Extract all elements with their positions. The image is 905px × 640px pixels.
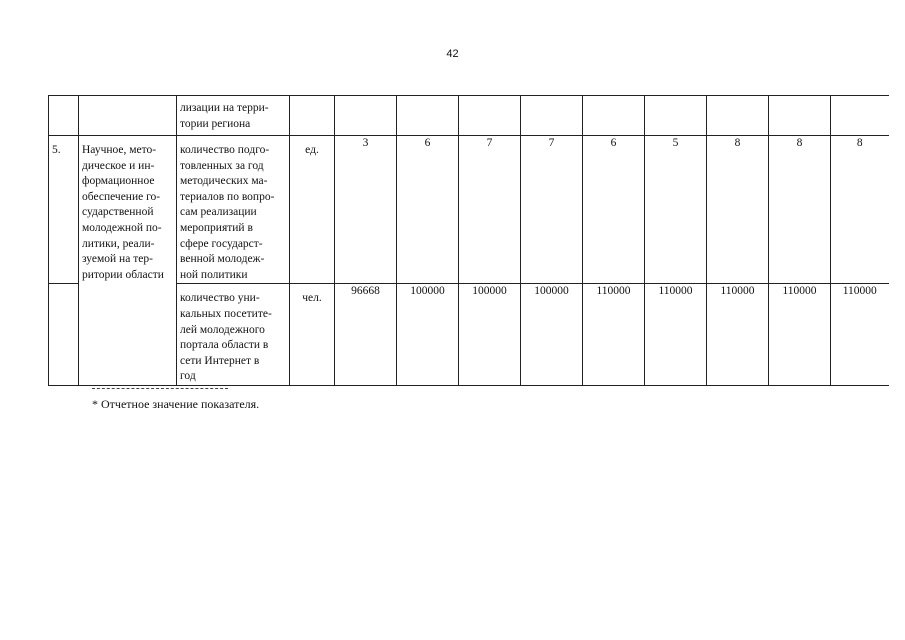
value-cell: 100000 [459,284,521,386]
footnote-divider [92,388,228,389]
unit-cell [290,96,335,136]
page-number: 42 [446,48,459,60]
value-cell: 7 [459,136,521,284]
value-cell [831,96,889,136]
value-cell [583,96,645,136]
value-cell [645,96,707,136]
row-number-cell [49,284,79,386]
value-cell: 8 [831,136,889,284]
value-cell [769,96,831,136]
table-row [49,136,889,284]
footnote: * Отчетное значение показателя. [92,397,260,411]
value-cell [459,96,521,136]
value-cell: 110000 [831,284,889,386]
unit-cell: ед. [290,136,335,284]
value-cell: 110000 [583,284,645,386]
value-cell: 8 [707,136,769,284]
value-cell [335,96,397,136]
value-cell: 110000 [645,284,707,386]
activity-name-cell: Научное, мето- дическое и ин- формационное обеспечение го- сударственной молодежной по- литики, реали- зуемой на тер- ритории области [79,136,177,386]
unit-cell: чел. [290,284,335,386]
value-cell: 100000 [397,284,459,386]
row-number-cell [49,96,79,136]
indicator-cell: количество подго- товленных за год методических ма- териалов по вопро- сам реализации мероприятий в сфере государст- венной молодеж- ной политики [177,136,290,284]
row-number-cell: 5. [49,136,79,284]
value-cell [521,96,583,136]
value-cell: 8 [769,136,831,284]
value-cell: 100000 [521,284,583,386]
value-cell: 6 [397,136,459,284]
value-cell: 6 [583,136,645,284]
value-cell: 3 [335,136,397,284]
value-cell: 110000 [769,284,831,386]
value-cell: 96668 [335,284,397,386]
value-cell [707,96,769,136]
value-cell: 5 [645,136,707,284]
indicator-cell: лизации на терри- тории региона [177,96,290,136]
value-cell: 7 [521,136,583,284]
indicators-table [48,95,889,386]
value-cell: 110000 [707,284,769,386]
table-row [49,96,889,136]
indicator-cell: количество уни- кальных посетите- лей молодежного портала области в сети Интернет в год [177,284,290,386]
value-cell [397,96,459,136]
activity-name-cell [79,96,177,136]
